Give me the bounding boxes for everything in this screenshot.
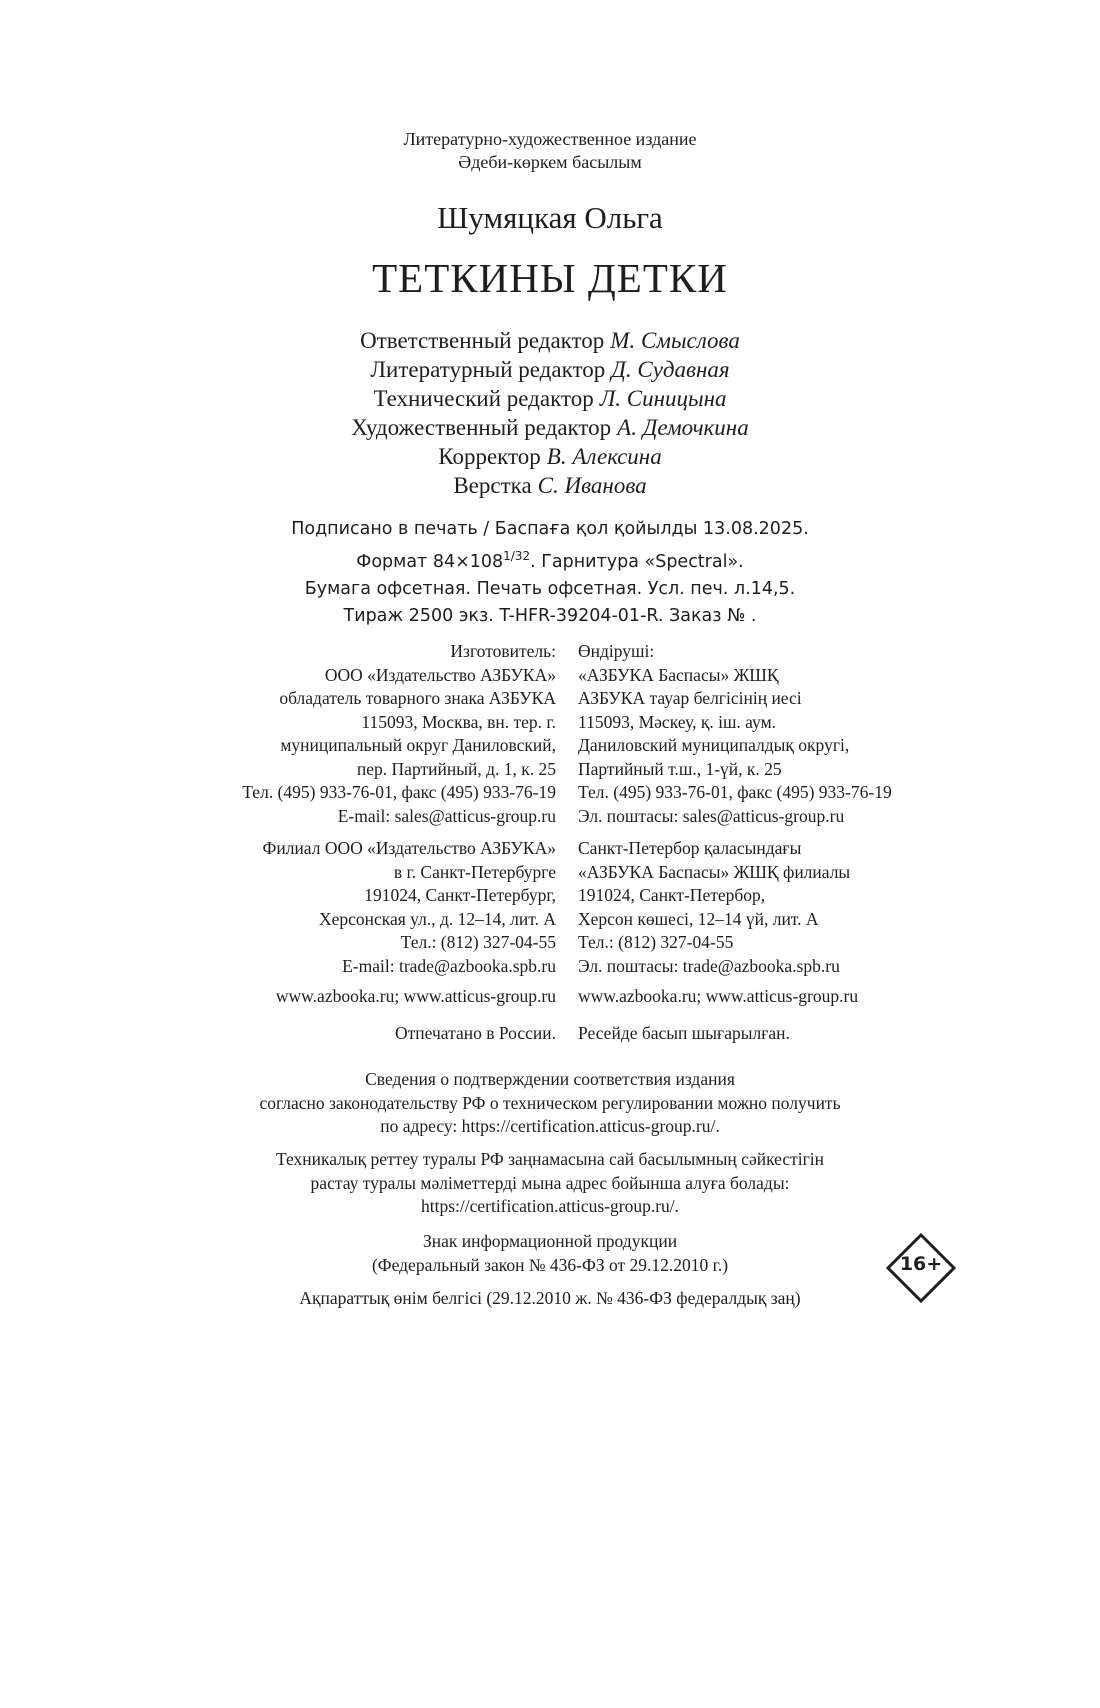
text-line: E-mail: trade@azbooka.spb.ru	[342, 955, 556, 976]
text-line: 115093, Мәскеу, қ. іш. аум.	[578, 711, 777, 732]
text-line: Херсонская ул., д. 12–14, лит. А	[318, 908, 556, 929]
book-title: ТЕТКИНЫ ДЕТКИ	[372, 255, 728, 301]
staff-role: Технический редактор	[373, 386, 594, 411]
staff-person: Л. Синицына	[599, 386, 727, 411]
text-line: Изготовитель:	[450, 641, 556, 661]
text-line: согласно законодательству РФ о техническом регулировании можно получить	[259, 1092, 841, 1113]
text-line: Даниловский муниципалдық округі,	[578, 735, 850, 755]
certification-kz	[0, 1148, 1100, 1219]
text-line: Өндіруші:	[578, 641, 655, 661]
text-line: https://certification.atticus-group.ru/.	[420, 1196, 680, 1216]
certification-ru	[0, 1068, 1100, 1139]
text-line: в г. Санкт-Петербурге	[393, 861, 556, 882]
text-line: 191024, Санкт-Петербор,	[578, 885, 766, 905]
branch-kz	[578, 837, 850, 978]
printed-in-kz: Ресейде басып шығарылған.	[578, 1023, 790, 1043]
staff-role: Литературный редактор	[370, 357, 606, 382]
staff-role: Ответственный редактор	[360, 328, 605, 353]
signed-line: Подписано в печать / Баспаға қол қойылды 13.08.2025.	[291, 519, 809, 539]
text-line: Тел. (495) 933-76-01, факс (495) 933-76-19	[242, 782, 556, 802]
text-line: Тел.: (812) 327-04-55	[400, 932, 556, 952]
text-line: E-mail: sales@atticus-group.ru	[337, 805, 556, 826]
format-prefix: Формат 84×108	[356, 551, 504, 572]
text-line: Партийный т.ш., 1-үй, к. 25	[578, 758, 782, 779]
staff-line	[0, 326, 1100, 355]
text-line: 191024, Санкт-Петербург,	[364, 885, 556, 905]
staff-person: А. Демочкина	[617, 415, 749, 440]
text-line: Тел. (495) 933-76-01, факс (495) 933-76-19	[578, 782, 892, 802]
edition-type	[0, 128, 1100, 174]
info-sign-kz: Ақпараттық өнім белгісі (29.12.2010 ж. № 436-ФЗ федералдық заң)	[299, 1288, 801, 1308]
staff-role: Корректор	[438, 444, 541, 469]
staff-line	[0, 442, 1100, 471]
text-line: муниципальный округ Даниловский,	[280, 735, 556, 755]
text-line: «АЗБУКА Баспасы» ЖШҚ	[578, 664, 779, 685]
edition-type-kz: Әдеби-көркем басылым	[458, 152, 642, 172]
text-line: пер. Партийный, д. 1, к. 25	[356, 758, 556, 779]
staff-line	[0, 355, 1100, 384]
format-line	[0, 543, 1100, 576]
format-suffix: . Гарнитура «Spectral».	[530, 551, 744, 572]
branch-ru	[263, 837, 556, 978]
staff-line	[0, 384, 1100, 413]
staff-person: М. Смыслова	[610, 328, 740, 353]
age-rating-label: 16+	[899, 1253, 943, 1275]
staff-person: С. Иванова	[537, 473, 647, 498]
printed-in-ru: Отпечатано в России.	[395, 1023, 556, 1043]
staff-person: В. Алексина	[546, 444, 662, 469]
format-fraction: 1/32	[503, 549, 531, 563]
text-line: растау туралы мәліметтерді мына адрес бойынша алуға болады:	[310, 1172, 790, 1193]
text-line: обладатель товарного знака АЗБУКА	[279, 688, 556, 708]
print-info	[0, 516, 1100, 630]
text-line: Сведения о подтверждении соответствия издания	[365, 1069, 735, 1089]
staff-line	[0, 471, 1100, 500]
text-line: ООО «Издательство АЗБУКА»	[324, 664, 556, 685]
text-line: АЗБУКА тауар белгісінің иесі	[578, 688, 802, 708]
websites-ru: www.azbooka.ru; www.atticus-group.ru	[275, 986, 556, 1006]
text-line: Филиал ООО «Издательство АЗБУКА»	[262, 838, 556, 858]
websites-kz: www.azbooka.ru; www.atticus-group.ru	[578, 986, 859, 1006]
text-line: Эл. поштасы: sales@atticus-group.ru	[578, 805, 845, 826]
text-line: по адресу: https://certification.atticus-group.ru/.	[380, 1116, 720, 1136]
staff-list	[0, 326, 1100, 500]
text-line: Техникалық реттеу туралы РФ заңнамасына сай басылымның сәйкестігін	[275, 1149, 825, 1169]
edition-type-ru: Литературно-художественное издание	[403, 129, 697, 149]
author-name: Шумяцкая Ольга	[437, 200, 663, 235]
text-line: Санкт-Петербор қаласындағы	[578, 838, 802, 858]
text-line: Херсон көшесі, 12–14 үй, лит. А	[578, 908, 819, 929]
text-line: Знак информационной продукции	[422, 1231, 678, 1251]
staff-line	[0, 413, 1100, 442]
staff-person: Д. Судавная	[611, 357, 730, 382]
paper-line: Бумага офсетная. Печать офсетная. Усл. печ. л.14,5.	[304, 578, 796, 599]
staff-role: Художественный редактор	[351, 415, 612, 440]
text-line: (Федеральный закон № 436-ФЗ от 29.12.2010 г.)	[371, 1254, 729, 1275]
text-line: «АЗБУКА Баспасы» ЖШҚ филиалы	[578, 861, 851, 882]
manufacturer-ru	[242, 640, 556, 828]
text-line: Эл. поштасы: trade@azbooka.spb.ru	[578, 955, 840, 976]
text-line: Тел.: (812) 327-04-55	[578, 932, 734, 952]
manufacturer-kz	[578, 640, 892, 828]
run-line: Тираж 2500 экз. T-HFR-39204-01-R. Заказ № .	[343, 605, 757, 626]
staff-role: Верстка	[453, 473, 532, 498]
text-line: 115093, Москва, вн. тер. г.	[361, 711, 556, 732]
